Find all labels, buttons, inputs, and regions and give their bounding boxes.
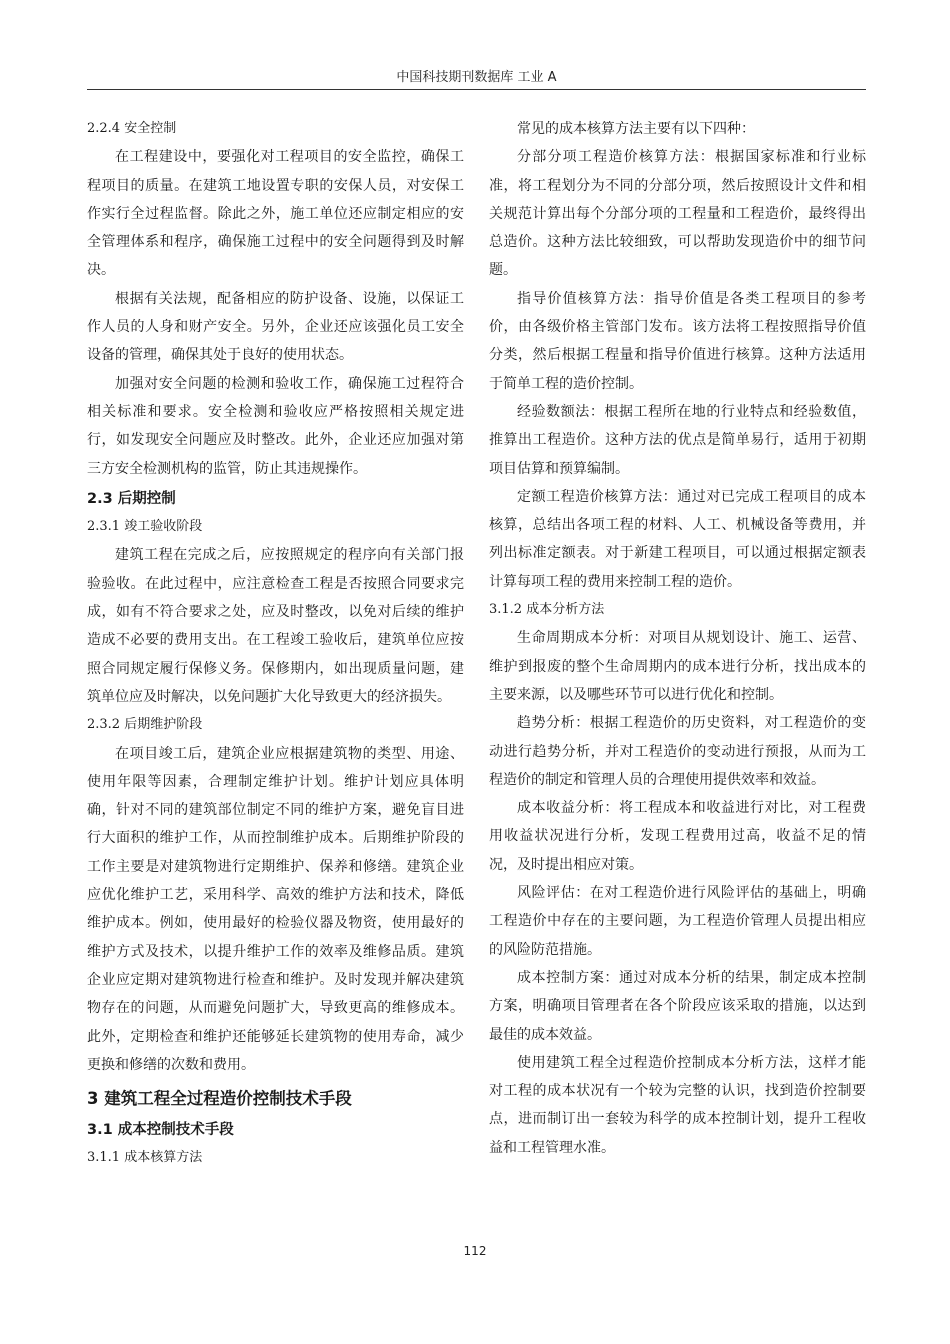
paragraph: 风险评估：在对工程造价进行风险评估的基础上，明确工程造价中存在的主要问题，为工程造价管理人员提出相应的风险防范措施。	[489, 885, 866, 958]
section-3-1-title: 3.1 成本控制技术手段	[87, 1122, 234, 1139]
page-number: 112	[463, 1244, 487, 1258]
paragraph: 加强对安全问题的检测和验收工作，确保施工过程符合相关标准和要求。安全检测和验收应严格按照相关规定进行，如发现安全问题应及时整改。此外，企业还应加强对第三方安全检测机构的监管，防止其违规操作。	[87, 375, 464, 477]
left-column	[87, 115, 464, 1173]
paragraph: 趋势分析：根据工程造价的历史资料，对工程造价的变动进行趋势分析，并对工程造价的变动进行预报，从而为工程造价的制定和管理人员的合理使用提供效率和效益。	[489, 715, 866, 788]
section-3-1-2-title: 3.1.2 成本分析方法	[489, 602, 605, 618]
header-rule	[87, 89, 866, 90]
paragraph: 成本收益分析：将工程成本和收益进行对比，对工程费用收益状况进行分析，发现工程费用过高，收益不足的情况，及时提出相应对策。	[489, 800, 866, 873]
paragraph: 常见的成本核算方法主要有以下四种：	[517, 121, 755, 137]
paragraph: 在工程建设中，要强化对工程项目的安全监控，确保工程项目的质量。在建筑工地设置专职的安保人员，对安保工作实行全过程监督。除此之外，施工单位还应制定相应的安全管理体系和程序，确保施工过程中的安全问题得到及时解决。	[87, 149, 464, 279]
paragraph: 生命周期成本分析：对项目从规划设计、施工、运营、维护到报废的整个生命周期内的成本进行分析，找出成本的主要来源，以及哪些环节可以进行优化和控制。	[489, 630, 866, 703]
section-3-title: 3 建筑工程全过程造价控制技术手段	[87, 1089, 352, 1109]
right-column	[489, 115, 866, 1162]
paragraph: 使用建筑工程全过程造价控制成本分析方法，这样才能对工程的成本状况有一个较为完整的认识，找到造价控制要点，进而制订出一套较为科学的成本控制计划，提升工程收益和工程管理水准。	[489, 1054, 866, 1156]
paragraph: 在项目竣工后，建筑企业应根据建筑物的类型、用途、使用年限等因素，合理制定维护计划。维护计划应具体明确，针对不同的建筑部位制定不同的维护方案，避免盲目进行大面积的维护工作，从而控制维护成本。后期维护阶段的工作主要是对建筑物进行定期维护、保养和修缮。建筑企业应优化维护工艺，采用科学、高效的维护方法和技术，降低维护成本。例如，使用最好的检验仪器及物资，使用最好的维护方式及技术，以提升维护工作的效率及维修品质。建筑企业应定期对建筑物进行检查和维护。及时发现并解决建筑物存在的问题，从而避免问题扩大，导致更高的维修成本。此外，定期检查和维护还能够延长建筑物的使用寿命，减少更换和修缮的次数和费用。	[87, 745, 464, 1073]
paragraph: 经验数额法：根据工程所在地的行业特点和经验数值，推算出工程造价。这种方法的优点是简单易行，适用于初期项目估算和预算编制。	[489, 403, 866, 477]
paragraph: 指导价值核算方法：指导价值是各类工程项目的参考价，由各级价格主管部门发布。该方法将工程按照指导价值分类，然后根据工程量和指导价值进行核算。这种方法适用于简单工程的造价控制。	[489, 290, 866, 392]
paragraph: 根据有关法规，配备相应的防护设备、设施，以保证工作人员的人身和财产安全。另外，企业还应该强化员工安全设备的管理，确保其处于良好的使用状态。	[87, 290, 464, 364]
section-2-3-title: 2.3 后期控制	[87, 490, 176, 507]
section-3-1-1-title: 3.1.1 成本核算方法	[87, 1150, 203, 1166]
paragraph: 定额工程造价核算方法：通过对已完成工程项目的成本核算，总结出各项工程的材料、人工、机械设备等费用，并列出标准定额表。对于新建工程项目，可以通过根据定额表计算每项工程的费用来控制工程的造价。	[489, 488, 866, 590]
section-2-2-4-title: 2.2.4 安全控制	[87, 121, 177, 136]
paragraph: 分部分项工程造价核算方法：根据国家标准和行业标准，将工程划分为不同的分部分项，然后按照设计文件和相关规范计算出每个分部分项的工程量和工程造价，最终得出总造价。这种方法比较细致，可以帮助发现造价中的细节问题。	[489, 149, 866, 279]
section-2-3-2-title: 2.3.2 后期维护阶段	[87, 717, 203, 733]
paragraph: 成本控制方案：通过对成本分析的结果，制定成本控制方案，明确项目管理者在各个阶段应该采取的措施，以达到最佳的成本效益。	[489, 969, 866, 1043]
running-header: 中国科技期刊数据库 工业 A	[396, 70, 557, 85]
paragraph: 建筑工程在完成之后，应按照规定的程序向有关部门报验验收。在此过程中，应注意检查工程是否按照合同要求完成，如有不符合要求之处，应及时整改，以免对后续的维护造成不必要的费用支出。在工程竣工验收后，建筑单位应按照合同规定履行保修义务。保修期内，如出现质量问题，建筑单位应及时解决，以免问题扩大化导致更大的经济损失。	[87, 547, 464, 705]
section-2-3-1-title: 2.3.1 竣工验收阶段	[87, 519, 203, 535]
